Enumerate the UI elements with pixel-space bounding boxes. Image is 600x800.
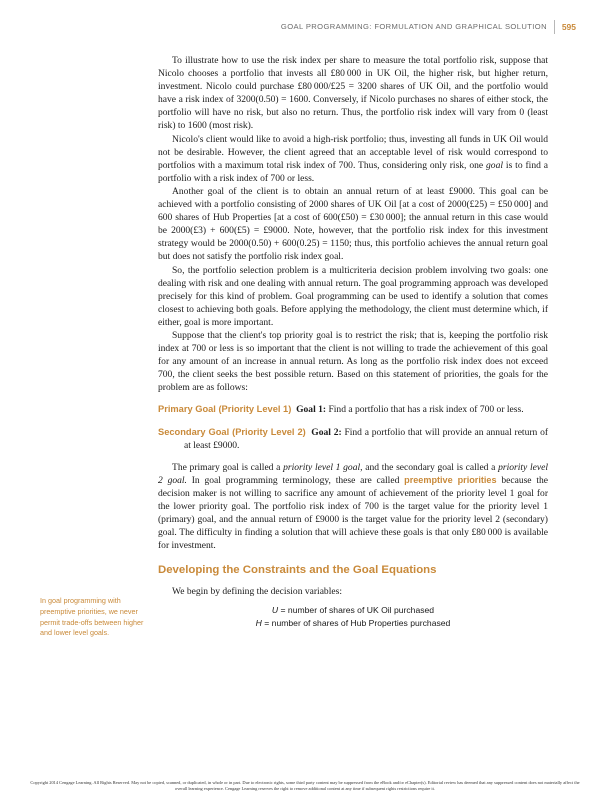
copyright-footer: Copyright 2014 Cengage Learning. All Rights Reserved. May not be copied, scanned, or duplicated, in whole or in part. Due to electronic rights, some third party content may be suppressed from the eBook and/or eChapter(s). Editorial review has deemed that any suppressed content does not materially affect the overall learning experience. Cengage Learning reserves the right to remove additional content at any time if subsequent rights restrictions require it. (30, 780, 580, 792)
paragraph-client-risk-end: is to find a portfolio with a risk index of 700 or less. (158, 159, 549, 184)
paragraph-define-variables: We begin by defining the decision variables: (172, 586, 342, 598)
section-heading: Developing the Constraints and the Goal Equations (158, 564, 437, 577)
paragraph-client-risk-text: Nicolo's client would like to avoid a high-risk portfolio; thus, investing all funds in UK Oil would not be desirable. However, the client agreed that an acceptable level of risk would correspond to portfolios with a maximum total risk index of 700. Thus, considering only risk, one (158, 133, 548, 171)
running-header (0, 22, 600, 36)
page-number: 595 (561, 22, 576, 32)
paragraph-priority: Suppose that the client's top priority goal is to restrict the risk; that is, keeping the portfolio risk index at 700 or less is so important that the client is not willing to trade the achievement of this goal for any amount of an increase in annual return. As long as the portfolio risk index does not exceed 700, the client seeks the best possible return. Based on this statement of priorities, the goals for the problem are as follows: (158, 329, 548, 394)
variable-h (158, 617, 548, 630)
primary-goal-text: Find a portfolio that has a risk index of 700 or less. (328, 404, 524, 416)
variable-h-symbol: H (255, 617, 262, 628)
primary-goal-label: Primary Goal (Priority Level 1) (158, 404, 292, 415)
p6-b: and the secondary goal is called a (365, 461, 496, 473)
secondary-goal-line (158, 426, 548, 452)
term-goal: goal (486, 159, 504, 171)
secondary-goal-label: Secondary Goal (Priority Level 2) (158, 426, 306, 437)
margin-note: In goal programming with preemptive priorities, we never permit trade-offs between higher and lower level goals. (40, 596, 144, 638)
secondary-goal-text: Find a portfolio that will provide an annual return of at least £9000. (184, 426, 549, 451)
variable-u-symbol: U (271, 604, 279, 615)
term-preemptive-priorities: preemptive priorities (404, 474, 497, 485)
primary-goal-head (158, 404, 328, 415)
primary-goal (158, 403, 548, 416)
term-priority-level-1: priority level 1 goal, (283, 461, 363, 473)
secondary-goal (158, 426, 548, 452)
paragraph-risk-index: To illustrate how to use the risk index per share to measure the total portfolio risk, suppose that Nicolo chooses a portfolio that invests all £80 000 in UK Oil, the higher risk, but higher return, investment. Nicolo could purchase £80 000/£25 = 3200 shares of UK Oil, and the portfolio would have a risk index of 3200(0.50) = 1600. Conversely, if Nicolo purchases no shares of either stock, the portfolio will have no risk, but also no return. Thus, the portfolio risk index will vary from 0 (least risk) to 1600 (most risk). (158, 55, 548, 132)
p6-c: In goal programming terminology, these are called (191, 474, 400, 486)
running-header-title: GOAL PROGRAMMING: FORMULATION AND GRAPHICAL SOLUTION (280, 22, 547, 31)
p6-d: because the decision maker is not willing to sacrifice any amount of achievement of the priority level 1 goal for the lower priority goal. The portfolio risk index of 700 is the target value for the priority level 1 (primary) goal, and the annual return of £9000 is the target value for the priority level 2 (secondary) goal. The difficulty in finding a solution that will achieve these goals is that only £80 000 is available for investment. (158, 474, 548, 552)
term-priority-level-2: priority level 2 goal. (158, 461, 548, 486)
variable-h-definition: = number of shares of Hub Properties purchased (264, 617, 451, 628)
spacer (158, 452, 548, 461)
primary-goal-number: Goal 1: (296, 404, 327, 416)
paragraph-client-risk (158, 133, 548, 185)
primary-goal-line (158, 403, 548, 416)
header-divider (554, 20, 555, 34)
paragraph-multicriteria: So, the portfolio selection problem is a multicriteria decision problem involving two goals: one dealing with risk and one dealing with annual return. The goal programming approach was developed precisely for this kind of problem. Goal programming can be used to identify a solution that comes closest to achieving both goals. Before applying the methodology, the client must determine which, if either, goal is more important. (158, 264, 548, 328)
paragraph-annual-return: Another goal of the client is to obtain an annual return of at least £9000. This goal can be achieved with a portfolio consisting of 2000 shares of UK Oil [at a cost of 2000(£25) = £50 000] and 600 shares of Hub Properties [at a cost of 600(£50) = £30 000]; the annual return in this case would be 2000(£3) + 600(£5) = £9000. Note, however, that the portfolio risk index for this investment strategy would be 2000(0.50) + 600(0.25) = 1150; thus, this portfolio achieves the annual return goal but does not satisfy the portfolio risk index goal. (158, 185, 548, 263)
body-text (158, 54, 548, 630)
p6-a: The primary goal is called a (172, 461, 281, 473)
paragraph-preemptive (158, 461, 548, 553)
secondary-goal-number: Goal 2: (311, 426, 342, 438)
variable-u-definition: = number of shares of UK Oil purchased (280, 604, 435, 615)
variable-u (158, 604, 548, 617)
secondary-goal-head (158, 427, 344, 438)
